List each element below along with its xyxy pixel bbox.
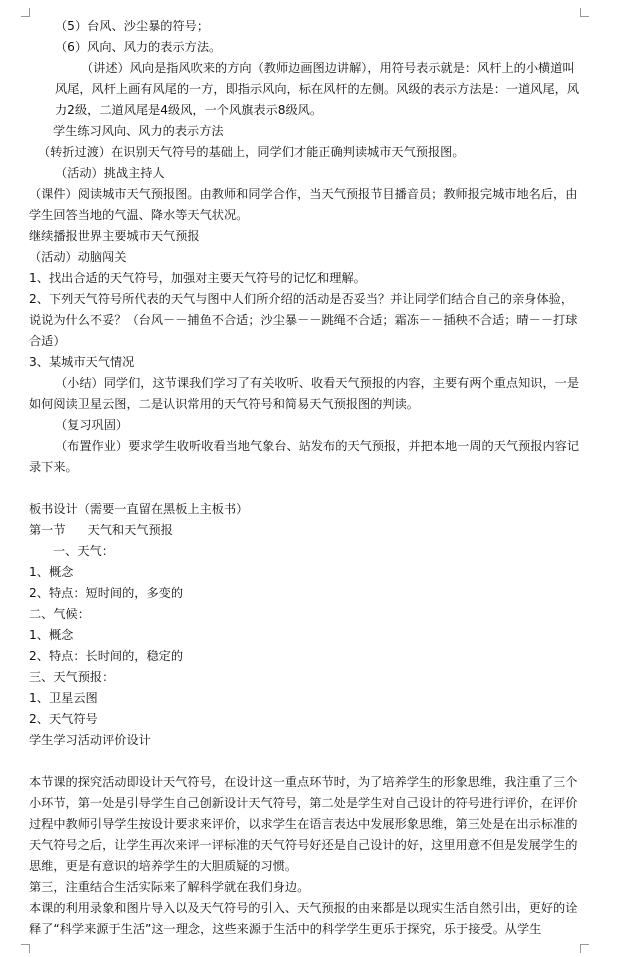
- chapter-title: 天气和天气预报: [87, 523, 173, 537]
- paragraph: 1、找出合适的天气符号，加强对主要天气符号的记忆和理解。: [29, 271, 366, 285]
- paragraph: （布置作业）要求学生收听收看当地气象台、站发布的天气预报，并把本地一周的天气预报内容记录下来。: [29, 439, 580, 474]
- blank-line: [29, 478, 582, 499]
- paragraph: 3、某城市天气情况: [29, 355, 135, 369]
- paragraph: 二、气候：: [29, 607, 90, 621]
- page-corner-mark: [21, 944, 30, 953]
- chapter-number: 第一节: [29, 523, 66, 537]
- paragraph: 1、概念: [29, 565, 74, 579]
- paragraph: 第三，注重结合生活实际来了解科学就在我们身边。: [29, 880, 310, 894]
- paragraph: （课件）阅读城市天气预报图。由教师和同学合作，当天气预报节目播音员；教师报完城市地名后，由学生回答当地的气温、降水等天气状况。: [29, 187, 578, 222]
- paragraph: （讲述）风向是指风吹来的方向（教师边画图边讲解），用符号表示就是：风杆上的小横道叫风尾，风杆上画有风尾的一方，即指示风向，标在风杆的左侧。风级的表示方法是：一道风尾，风力2级，二道风尾是4级风，一个风旗表示8级风。: [55, 61, 580, 117]
- section-heading: 学生学习活动评价设计: [29, 733, 151, 747]
- paragraph: （复习巩固）: [55, 418, 129, 432]
- paragraph: （6）风向、风力的表示方法。: [55, 40, 222, 54]
- paragraph: （活动）挑战主持人: [55, 166, 165, 180]
- paragraph: （活动）动脑闯关: [29, 250, 127, 264]
- paragraph: 2、特点：长时间的，稳定的: [29, 649, 184, 663]
- paragraph: 1、卫星云图: [29, 691, 98, 705]
- document-body: [29, 16, 582, 940]
- paragraph: 本课的利用录象和图片导入以及天气符号的引入、天气预报的由来都是以现实生活自然引出，更好的诠释了“科学来源于生活”这一理念，这些来源于生活中的科学学生更乐于探究，乐于接受。从学生: [29, 901, 578, 936]
- paragraph: （5）台风、沙尘暴的符号；: [55, 19, 210, 33]
- page-corner-mark: [580, 944, 589, 953]
- paragraph: 三、天气预报：: [29, 670, 115, 684]
- paragraph: 2、天气符号: [29, 712, 98, 726]
- paragraph: 1、概念: [29, 628, 74, 642]
- paragraph: 2、特点：短时间的，多变的: [29, 586, 184, 600]
- paragraph: 本节课的探究活动即设计天气符号，在设计这一重点环节时，为了培养学生的形象思维，我注重了三个小环节，第一处是引导学生自己创新设计天气符号，第二处是学生对自己设计的符号进行评价，在评价过程中教师引导学生按设计要求来评价，以求学生在语言表达中发展形象思维，第三处是在出示标准的天气符号之后，让学生再次来评一评标准的天气符号好还是自己设计的好，这里用意不但是发展学生的思维，更是有意识的培养学生的大胆质疑的习惯。: [29, 775, 578, 873]
- paragraph: 学生练习风向、风力的表示方法: [53, 124, 224, 138]
- paragraph: 一、天气：: [53, 544, 114, 558]
- section-heading: 板书设计（需要一直留在黑板上主板书）: [29, 502, 249, 516]
- paragraph: （小结）同学们，这节课我们学习了有关收听、收看天气预报的内容，主要有两个重点知识，一是如何阅读卫星云图，二是认识常用的天气符号和简易天气预报图的判读。: [29, 376, 580, 411]
- paragraph: （转折过渡）在识别天气符号的基础上，同学们才能正确判读城市天气预报图。: [38, 145, 465, 159]
- board-title: [29, 520, 582, 541]
- paragraph: 继续播报世界主要城市天气预报: [29, 229, 200, 243]
- blank-line: [29, 751, 582, 772]
- paragraph: 2、下列天气符号所代表的天气与图中人们所介绍的活动是否妥当？并让同学们结合自己的亲身体验，说说为什么不妥？（台风－－捕鱼不合适；沙尘暴－－跳绳不合适；霜冻－－插秧不合适；晴－－打球合适）: [29, 292, 578, 348]
